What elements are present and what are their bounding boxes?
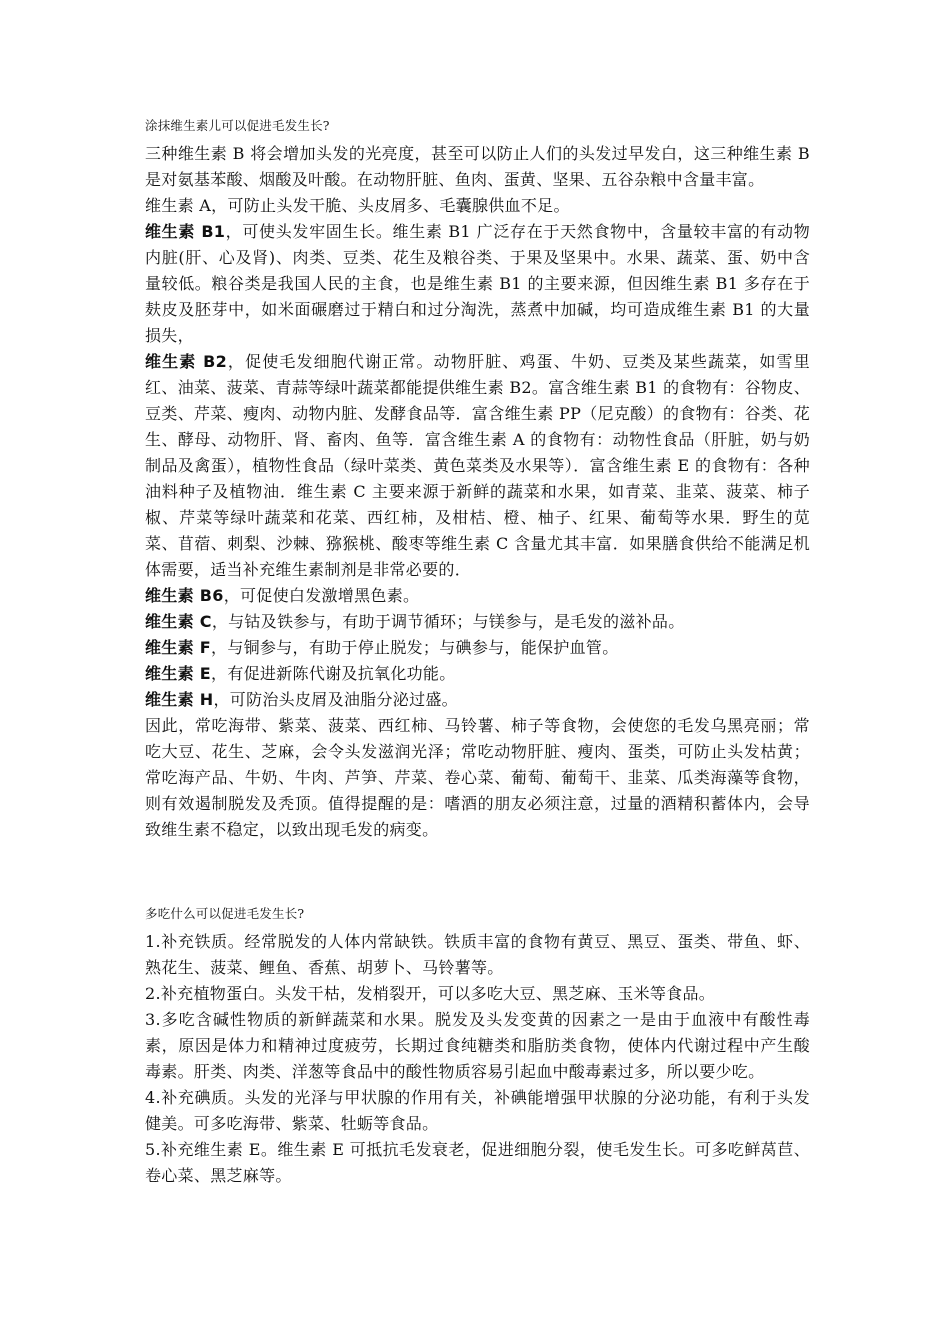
list-item-iodine — [145, 1085, 810, 1137]
paragraph-vitamin-e — [145, 661, 810, 687]
paragraph-lead: 维生素 C — [145, 612, 212, 631]
paragraph-text: ，可防治头皮屑及油脂分泌过盛。 — [213, 690, 458, 709]
paragraph-vitamin-b — [145, 141, 810, 193]
paragraph-vitamin-h — [145, 687, 810, 713]
section-heading: 涂抹维生素儿可以促进毛发生长? — [145, 118, 330, 133]
list-item-alkaline — [145, 1007, 810, 1085]
paragraph-text: 因此，常吃海带、紫菜、菠菜、西红柿、马铃薯、柿子等食物，会使您的毛发乌黑亮丽；常吃大豆、花生、芝麻，会令头发滋润光泽；常吃动物肝脏、瘦肉、蛋类，可防止头发枯黄；常吃海产品、牛奶、牛肉、芦笋、芹菜、卷心菜、葡萄、葡萄干、韭菜、瓜类海藻等食物，则有效遏制脱发及秃顶。值得提醒的是：嗜酒的朋友必须注意，过量的酒精积蓄体内，会导致维生素不稳定，以致出现毛发的病变。 — [145, 716, 810, 839]
section-foods — [145, 905, 810, 1189]
paragraph-lead: 维生素 H — [145, 690, 214, 709]
paragraph-vitamin-f — [145, 635, 810, 661]
paragraph-vitamin-c — [145, 609, 810, 635]
paragraph-vitamin-a — [145, 193, 810, 219]
paragraph-text: 三种维生素 B 将会增加头发的光亮度，甚至可以防止人们的头发过早发白，这三种维生素 B 是对氨基苯酸、烟酸及叶酸。在动物肝脏、鱼肉、蛋黄、坚果、五谷杂粮中含量丰富。 — [145, 144, 810, 189]
list-item-vitamin-e — [145, 1137, 810, 1189]
list-number: 1. — [145, 932, 161, 951]
section-heading: 多吃什么可以促进毛发生长? — [145, 906, 305, 921]
paragraph-vitamin-b1 — [145, 219, 810, 349]
paragraph-lead: 维生素 B2 — [145, 352, 228, 371]
paragraph-text: 维生素 A，可防止头发干脆、头皮屑多、毛囊腺供血不足。 — [145, 196, 570, 215]
list-number: 4. — [145, 1088, 161, 1107]
paragraph-text: ，可促使白发激增黑色素。 — [223, 586, 420, 605]
paragraph-lead: 维生素 F — [145, 638, 212, 657]
list-text: 补充铁质。经常脱发的人体内常缺铁。铁质丰富的食物有黄豆、黑豆、蛋类、带鱼、虾、熟花生、菠菜、鲤鱼、香蕉、胡萝卜、马铃薯等。 — [145, 932, 810, 977]
paragraph-text: ，促使毛发细胞代谢正常。动物肝脏、鸡蛋、牛奶、豆类及某些蔬菜，如雪里红、油菜、菠菜、青蒜等绿叶蔬菜都能提供维生素 B2。富含维生素 B1 的食物有：谷物皮、豆类、芹菜、瘦肉、动物内脏、发酵食品等．富含维生素 PP（尼克酸）的食物有：谷类、花生、酵母、动物肝、肾、畜肉、鱼等．富含维生素 A 的食物有：动物性食品（肝脏，奶与奶制品及禽蛋），植物性食品（绿叶菜类、黄色菜类及水果等）．富含维生素 E 的食物有：各种油料种子及植物油．维生素 C 主要来源于新鲜的蔬菜和水果，如青菜、韭菜、菠菜、柿子椒、芹菜等绿叶蔬菜和花菜、西红柿，及柑桔、橙、柚子、红果、葡萄等水果．野生的苋菜、苜蓿、刺梨、沙棘、猕猴桃、酸枣等维生素 C 含量尤其丰富．如果膳食供给不能满足机体需要，适当补充维生素制剂是非常必要的． — [145, 352, 810, 579]
list-text: 补充维生素 E。维生素 E 可抵抗毛发衰老，促进细胞分裂，使毛发生长。可多吃鲜莴苣、卷心菜、黑芝麻等。 — [145, 1140, 810, 1185]
paragraph-vitamin-b2 — [145, 349, 810, 583]
list-text: 补充碘质。头发的光泽与甲状腺的作用有关，补碘能增强甲状腺的分泌功能，有利于头发健美。可多吃海带、紫菜、牡蛎等食品。 — [145, 1088, 810, 1133]
list-item-iron — [145, 929, 810, 981]
list-number: 2. — [145, 984, 161, 1003]
section-vitamins — [145, 117, 810, 843]
paragraph-text: ，有促进新陈代谢及抗氧化功能。 — [211, 664, 456, 683]
paragraph-text: ，与钴及铁参与，有助于调节循环；与镁参与，是毛发的滋补品。 — [211, 612, 685, 631]
paragraph-text: ，与铜参与，有助于停止脱发；与碘参与，能保护血管。 — [211, 638, 619, 657]
list-item-protein — [145, 981, 810, 1007]
paragraph-lead: 维生素 B1 — [145, 222, 226, 241]
list-text: 补充植物蛋白。头发干枯，发梢裂开，可以多吃大豆、黑芝麻、玉米等食品。 — [160, 984, 716, 1003]
list-number: 5. — [145, 1140, 161, 1159]
list-text: 多吃含碱性物质的新鲜蔬菜和水果。脱发及头发变黄的因素之一是由于血液中有酸性毒素，原因是体力和精神过度疲劳，长期过食纯糖类和脂肪类食物，使体内代谢过程中产生酸毒素。肝类、肉类、洋葱等食品中的酸性物质容易引起血中酸毒素过多，所以要少吃。 — [145, 1010, 810, 1081]
list-number: 3. — [145, 1010, 161, 1029]
paragraph-vitamin-b6 — [145, 583, 810, 609]
paragraph-lead: 维生素 E — [145, 664, 212, 683]
paragraph-text: ，可使头发牢固生长。维生素 B1 广泛存在于天然食物中，含量较丰富的有动物内脏(肝、心及肾)、肉类、豆类、花生及粮谷类、于果及坚果中。水果、蔬菜、蛋、奶中含量较低。粮谷类是我国人民的主食，也是维生素 B1 的主要来源，但因维生素 B1 多存在于麸皮及胚芽中，如米面碾磨过于精白和过分淘洗，蒸煮中加碱，均可造成维生素 B1 的大量损失， — [145, 222, 810, 345]
paragraph-conclusion — [145, 713, 810, 843]
paragraph-lead: 维生素 B6 — [145, 586, 224, 605]
